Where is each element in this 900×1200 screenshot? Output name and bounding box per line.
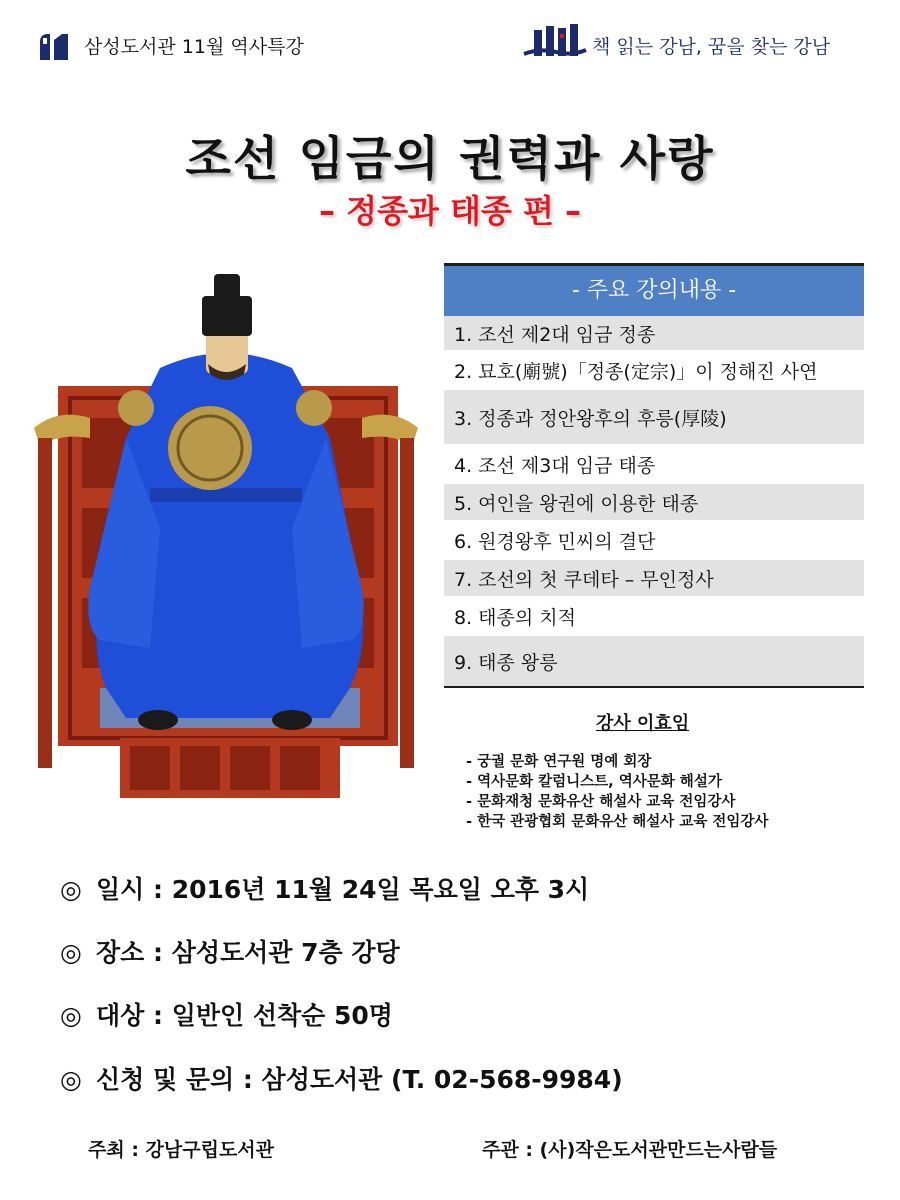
library-logo-icon (36, 30, 72, 64)
info-date-text: 일시 : 2016년 11월 24일 목요일 오후 3시 (96, 875, 590, 904)
main-title: 조선 임금의 권력과 사랑 (185, 132, 715, 187)
lecture-contents-table (444, 263, 864, 688)
info-contact (60, 1060, 623, 1096)
lecture-item: 6. 원경왕후 민씨의 결단 (454, 530, 656, 553)
lecture-item: 4. 조선 제3대 임금 태종 (454, 454, 656, 477)
info-place (60, 933, 400, 969)
bio-item: - 문화재청 문화유산 해설사 교육 전임강사 (466, 794, 736, 810)
bio-item: - 역사문화 칼럼니스트, 역사문화 해설가 (466, 774, 722, 790)
lecture-item: 9. 태종 왕릉 (444, 636, 864, 686)
lecturer-bio-list (466, 752, 768, 832)
bullet-mark-icon: ◎ (60, 1001, 82, 1030)
lecture-item: 8. 태종의 치적 (454, 606, 576, 629)
bullet-mark-icon: ◎ (60, 938, 82, 967)
info-place-text: 장소 : 삼성도서관 7층 강당 (96, 938, 400, 967)
lecture-contents-header: - 주요 강의내용 - (444, 263, 864, 316)
lecture-item: 3. 정종과 정안왕후의 후릉(厚陵) (444, 390, 864, 444)
lecturer-name: 강사 이효임 (596, 713, 690, 734)
bio-item: - 한국 관광협회 문화유산 해설사 교육 전임강사 (466, 814, 769, 830)
bio-item: - 궁궐 문화 연구원 명예 회장 (466, 754, 652, 770)
sub-title: – 정종과 태종 편 – (318, 192, 582, 230)
bullet-mark-icon: ◎ (60, 1065, 82, 1094)
bullet-mark-icon: ◎ (60, 875, 82, 904)
lecture-item: 2. 묘호(廟號)「정종(定宗)」이 정해진 사연 (454, 360, 818, 383)
footer-host: 주최 : 강남구립도서관 (88, 1139, 275, 1161)
lecture-item: 5. 여인을 왕권에 이용한 태종 (444, 484, 864, 520)
header-slogan: 책 읽는 강남, 꿈을 찾는 강남 (592, 36, 831, 58)
king-portrait-illustration (30, 268, 422, 802)
header-event-title: 삼성도서관 11월 역사특강 (84, 36, 304, 58)
info-contact-text: 신청 및 문의 : 삼성도서관 (T. 02-568-9984) (96, 1065, 623, 1094)
info-target-text: 대상 : 일반인 선착순 50명 (96, 1001, 393, 1030)
lecture-item: 7. 조선의 첫 쿠데타 – 무인정사 (444, 560, 864, 596)
info-target (60, 996, 393, 1032)
info-date (60, 870, 589, 906)
table-bottom-rule (444, 686, 864, 688)
lecture-item: 1. 조선 제2대 임금 정종 (444, 316, 864, 350)
footer-organizer: 주관 : (사)작은도서관만드는사람들 (482, 1139, 778, 1161)
book-brush-logo-icon (520, 20, 590, 68)
